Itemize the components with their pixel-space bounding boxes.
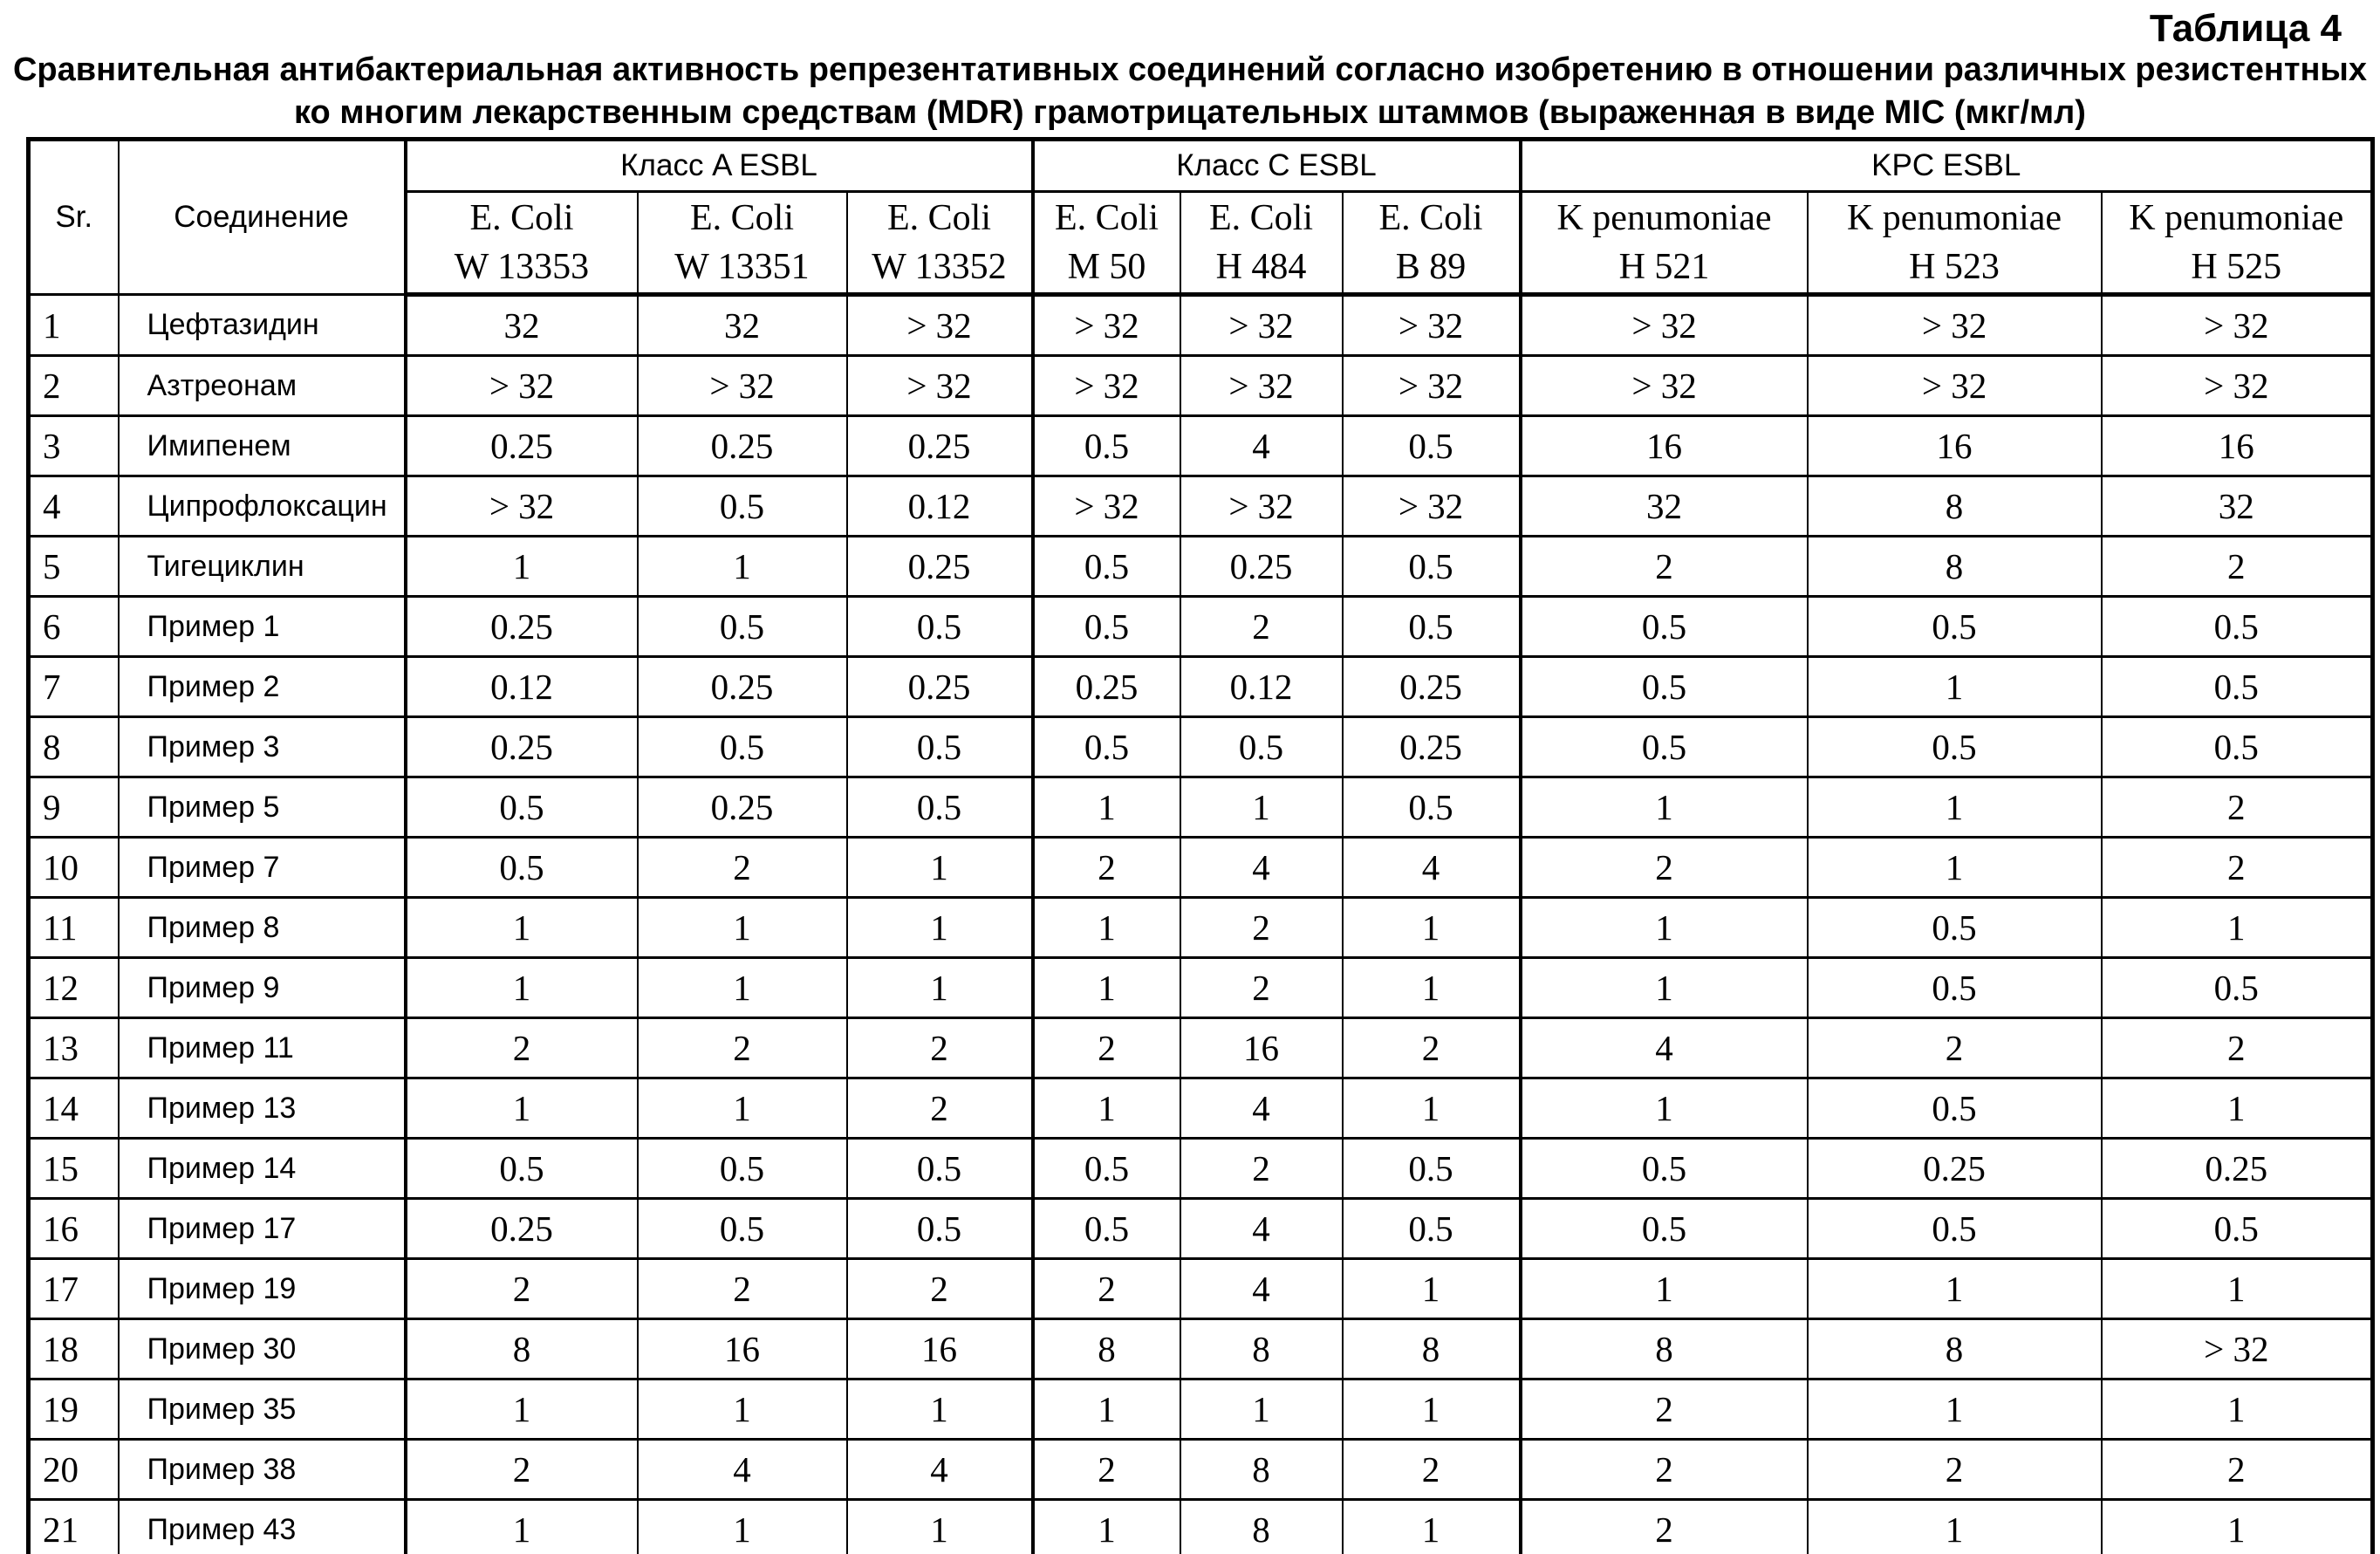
table-row (29, 717, 2373, 777)
mic-value: 2 (1521, 537, 1808, 597)
mic-value: > 32 (2102, 356, 2373, 416)
mic-value: 2 (847, 1078, 1033, 1139)
mic-value: 1 (1521, 1078, 1808, 1139)
mic-value: 1 (1808, 777, 2102, 838)
mic-value: 16 (1521, 416, 1808, 476)
mic-value: 1 (1808, 1379, 2102, 1440)
table-row (29, 1259, 2373, 1319)
mic-value: 32 (1521, 476, 1808, 537)
mic-value: 8 (1808, 1319, 2102, 1379)
mic-value: 0.5 (406, 1139, 638, 1199)
mic-value: 1 (638, 1500, 847, 1554)
row-number: 1 (29, 295, 119, 356)
mic-value: 2 (638, 838, 847, 898)
mic-value: 4 (1180, 1259, 1343, 1319)
mic-value: > 32 (847, 356, 1033, 416)
mic-value: 1 (1343, 898, 1521, 958)
compound-name: Пример 11 (119, 1018, 406, 1078)
mic-value: 2 (1808, 1440, 2102, 1500)
mic-value: 1 (1808, 657, 2102, 717)
mic-value: 1 (406, 537, 638, 597)
mic-value: > 32 (1033, 295, 1180, 356)
mic-value: 2 (1521, 1379, 1808, 1440)
mic-value: 1 (1033, 777, 1180, 838)
compound-name: Пример 38 (119, 1440, 406, 1500)
mic-value: 0.5 (1033, 717, 1180, 777)
mic-value: 2 (1033, 838, 1180, 898)
mic-value: > 32 (1343, 295, 1521, 356)
mic-value: 0.5 (1180, 717, 1343, 777)
row-number: 21 (29, 1500, 119, 1554)
table-row (29, 1018, 2373, 1078)
row-number: 13 (29, 1018, 119, 1078)
mic-value: 2 (406, 1259, 638, 1319)
compound-name: Имипенем (119, 416, 406, 476)
group-header-kpc-esbl: KPC ESBL (1521, 140, 2373, 192)
mic-value: 1 (1033, 1500, 1180, 1554)
mic-value: 1 (1343, 958, 1521, 1018)
mic-value: 1 (847, 898, 1033, 958)
mic-value: 1 (847, 1500, 1033, 1554)
table-row (29, 1078, 2373, 1139)
mic-value: 4 (1180, 1199, 1343, 1259)
mic-value: 32 (2102, 476, 2373, 537)
mic-value: 4 (847, 1440, 1033, 1500)
compound-name: Пример 9 (119, 958, 406, 1018)
mic-value: 8 (406, 1319, 638, 1379)
mic-value: > 32 (1521, 295, 1808, 356)
strain-species: E. Coli (469, 198, 574, 238)
mic-value: 0.25 (2102, 1139, 2373, 1199)
strain-header-m-50 (1033, 192, 1180, 295)
mic-value: 0.12 (406, 657, 638, 717)
strain-header-b-89 (1343, 192, 1521, 295)
mic-value: 1 (406, 1379, 638, 1440)
compound-name: Пример 13 (119, 1078, 406, 1139)
mic-value: 8 (1343, 1319, 1521, 1379)
mic-value: 0.25 (847, 416, 1033, 476)
row-number: 8 (29, 717, 119, 777)
table-row (29, 1379, 2373, 1440)
row-number: 4 (29, 476, 119, 537)
mic-value: 0.5 (1033, 537, 1180, 597)
mic-value: 16 (1808, 416, 2102, 476)
mic-value: 0.5 (638, 476, 847, 537)
mic-value: 1 (2102, 1500, 2373, 1554)
mic-value: 8 (1808, 476, 2102, 537)
strain-header-h-521 (1521, 192, 1808, 295)
mic-value: 0.5 (406, 838, 638, 898)
mic-value: 0.5 (1808, 597, 2102, 657)
group-header-class-c-esbl: Класс C ESBL (1033, 140, 1521, 192)
mic-value: > 32 (1808, 295, 2102, 356)
compound-name: Азтреонам (119, 356, 406, 416)
table-row (29, 898, 2373, 958)
mic-value: 1 (638, 958, 847, 1018)
mic-value: 0.5 (1033, 597, 1180, 657)
mic-value: 1 (2102, 1078, 2373, 1139)
strain-code: H 521 (1618, 247, 1710, 287)
group-header-row (29, 140, 2373, 192)
mic-value: > 32 (1521, 356, 1808, 416)
row-number: 18 (29, 1319, 119, 1379)
mic-value: 2 (2102, 838, 2373, 898)
mic-value: 8 (1180, 1440, 1343, 1500)
mic-value: 1 (1180, 777, 1343, 838)
strain-species: E. Coli (1208, 198, 1313, 238)
mic-value: 0.25 (406, 597, 638, 657)
strain-code: H 525 (2191, 247, 2282, 287)
mic-value: 1 (638, 898, 847, 958)
strain-code: W 13353 (454, 247, 590, 287)
mic-value: 1 (638, 1078, 847, 1139)
mic-value: 1 (1033, 1379, 1180, 1440)
mic-value: 2 (1521, 1500, 1808, 1554)
mic-value: 0.5 (2102, 958, 2373, 1018)
mic-value: 0.12 (1180, 657, 1343, 717)
table-row (29, 958, 2373, 1018)
mic-value: > 32 (847, 295, 1033, 356)
mic-value: 2 (1180, 898, 1343, 958)
strain-header-h-525 (2102, 192, 2373, 295)
mic-value: 1 (1033, 1078, 1180, 1139)
mic-value: 0.25 (1343, 717, 1521, 777)
mic-value: 1 (1343, 1379, 1521, 1440)
mic-value: 4 (1180, 1078, 1343, 1139)
strain-header-w-13351 (638, 192, 847, 295)
row-number: 10 (29, 838, 119, 898)
table-title (0, 49, 2380, 134)
mic-value: > 32 (2102, 295, 2373, 356)
mic-value: 16 (847, 1319, 1033, 1379)
mic-value: 0.5 (1808, 1199, 2102, 1259)
strain-species: K penumoniae (1846, 198, 2062, 238)
mic-value: 0.5 (1521, 1139, 1808, 1199)
mic-value: 0.5 (1343, 1139, 1521, 1199)
strain-code: B 89 (1395, 247, 1467, 287)
table-row (29, 537, 2373, 597)
strain-code: H 484 (1215, 247, 1307, 287)
compound-name: Пример 17 (119, 1199, 406, 1259)
row-number: 7 (29, 657, 119, 717)
mic-value: 8 (1180, 1500, 1343, 1554)
mic-value: 8 (1033, 1319, 1180, 1379)
mic-value: 0.5 (1521, 657, 1808, 717)
table-row (29, 1500, 2373, 1554)
mic-value: 2 (2102, 537, 2373, 597)
compound-name: Пример 2 (119, 657, 406, 717)
mic-value: 0.5 (847, 777, 1033, 838)
compound-name: Ципрофлоксацин (119, 476, 406, 537)
mic-value: 1 (638, 1379, 847, 1440)
compound-name: Пример 7 (119, 838, 406, 898)
mic-value: 1 (406, 1500, 638, 1554)
mic-value: 1 (1343, 1500, 1521, 1554)
compound-name: Тигециклин (119, 537, 406, 597)
mic-value: 0.5 (1343, 597, 1521, 657)
mic-value: 1 (1521, 1259, 1808, 1319)
mic-value: 0.5 (847, 597, 1033, 657)
mic-value: 4 (1343, 838, 1521, 898)
mic-value: 0.5 (1521, 1199, 1808, 1259)
row-number: 9 (29, 777, 119, 838)
mic-value: 0.25 (847, 657, 1033, 717)
mic-value: 0.25 (638, 657, 847, 717)
mic-value: 1 (847, 838, 1033, 898)
mic-value: 0.5 (1521, 597, 1808, 657)
table-row (29, 356, 2373, 416)
mic-value: 1 (406, 898, 638, 958)
mic-value: 0.5 (1808, 898, 2102, 958)
mic-value: 0.5 (847, 1199, 1033, 1259)
mic-value: 0.25 (847, 537, 1033, 597)
mic-value: 2 (1521, 838, 1808, 898)
mic-value: 2 (847, 1018, 1033, 1078)
compound-name: Пример 30 (119, 1319, 406, 1379)
mic-value: 1 (1033, 898, 1180, 958)
mic-value: 1 (406, 1078, 638, 1139)
row-number: 14 (29, 1078, 119, 1139)
mic-value: 1 (1521, 958, 1808, 1018)
mic-value: 1 (406, 958, 638, 1018)
group-header-class-a-esbl: Класс A ESBL (406, 140, 1033, 192)
mic-value: > 32 (1343, 476, 1521, 537)
mic-value: 8 (1808, 537, 2102, 597)
mic-value: 2 (1521, 1440, 1808, 1500)
mic-value: 2 (1033, 1018, 1180, 1078)
mic-value: > 32 (1033, 356, 1180, 416)
mic-value: 0.5 (1343, 416, 1521, 476)
strain-code: W 13351 (674, 247, 810, 287)
mic-value: 0.5 (2102, 657, 2373, 717)
strain-species: E. Coli (1054, 198, 1159, 238)
mic-value: > 32 (1180, 476, 1343, 537)
compound-name: Пример 14 (119, 1139, 406, 1199)
mic-value: 1 (1521, 777, 1808, 838)
mic-value: 0.5 (1521, 717, 1808, 777)
mic-value: > 32 (1343, 356, 1521, 416)
mic-value: 1 (1343, 1078, 1521, 1139)
mic-value: > 32 (1180, 356, 1343, 416)
compound-name: Пример 5 (119, 777, 406, 838)
mic-value: 0.25 (1808, 1139, 2102, 1199)
table-row (29, 597, 2373, 657)
mic-value: 2 (638, 1018, 847, 1078)
mic-value: 1 (847, 958, 1033, 1018)
strain-code: M 50 (1067, 247, 1146, 287)
mic-value: 0.5 (2102, 1199, 2373, 1259)
mic-value: 2 (1033, 1440, 1180, 1500)
mic-value: 2 (406, 1440, 638, 1500)
mic-value: 8 (1180, 1319, 1343, 1379)
mic-value: 1 (1343, 1259, 1521, 1319)
compound-name: Пример 35 (119, 1379, 406, 1440)
mic-value: 0.5 (1808, 717, 2102, 777)
title-line-1: Сравнительная антибактериальная активность репрезентативных соединений согласно изобретению в отношении различных резистентных (12, 51, 2368, 88)
mic-value: 1 (1180, 1379, 1343, 1440)
mic-value: 1 (1808, 1500, 2102, 1554)
mic-value: 0.25 (406, 416, 638, 476)
row-number: 5 (29, 537, 119, 597)
mic-value: 8 (1521, 1319, 1808, 1379)
mic-value: > 32 (406, 476, 638, 537)
mic-value: 0.5 (847, 717, 1033, 777)
mic-value: 4 (638, 1440, 847, 1500)
table-row (29, 416, 2373, 476)
mic-value: 2 (1180, 597, 1343, 657)
mic-value: 1 (1033, 958, 1180, 1018)
mic-value: 0.5 (1033, 416, 1180, 476)
mic-value: 2 (2102, 777, 2373, 838)
strain-code: W 13352 (872, 247, 1007, 287)
compound-name: Цефтазидин (119, 295, 406, 356)
row-number: 3 (29, 416, 119, 476)
compound-name: Пример 8 (119, 898, 406, 958)
table-row (29, 838, 2373, 898)
table-row (29, 1440, 2373, 1500)
mic-value: 2 (847, 1259, 1033, 1319)
row-number: 16 (29, 1199, 119, 1259)
table-number-label: Таблица 4 (2149, 7, 2342, 50)
mic-value: 16 (638, 1319, 847, 1379)
row-number: 6 (29, 597, 119, 657)
mic-value: > 32 (1180, 295, 1343, 356)
mic-value: 1 (1521, 898, 1808, 958)
mic-value: 1 (847, 1379, 1033, 1440)
mic-value: 0.25 (638, 777, 847, 838)
mic-value: 0.5 (638, 717, 847, 777)
strain-species: K penumoniae (2129, 198, 2344, 238)
strain-header-h-484 (1180, 192, 1343, 295)
mic-value: > 32 (1033, 476, 1180, 537)
row-number: 15 (29, 1139, 119, 1199)
title-line-2: ко многим лекарственным средствам (MDR) грамотрицательных штаммов (выраженная в виде MIC (мкг/мл) (294, 94, 2086, 131)
mic-value: 4 (1180, 838, 1343, 898)
col-header-compound: Соединение (119, 140, 406, 295)
mic-value: 1 (1808, 838, 2102, 898)
table-row (29, 777, 2373, 838)
mic-value: 1 (2102, 1379, 2373, 1440)
mic-value: 0.25 (406, 717, 638, 777)
mic-value: > 32 (2102, 1319, 2373, 1379)
mic-value: 2 (1343, 1018, 1521, 1078)
compound-name: Пример 1 (119, 597, 406, 657)
mic-value: 0.25 (1343, 657, 1521, 717)
mic-value: 16 (2102, 416, 2373, 476)
mic-value: 0.25 (406, 1199, 638, 1259)
mic-value: 0.12 (847, 476, 1033, 537)
mic-value: 2 (638, 1259, 847, 1319)
row-number: 20 (29, 1440, 119, 1500)
table-row (29, 1319, 2373, 1379)
table-row (29, 1139, 2373, 1199)
strain-species: K penumoniae (1556, 198, 1772, 238)
mic-value: 0.5 (2102, 717, 2373, 777)
mic-value: 2 (406, 1018, 638, 1078)
mic-value: 1 (638, 537, 847, 597)
row-number: 17 (29, 1259, 119, 1319)
strain-header-h-523 (1808, 192, 2102, 295)
strain-species: E. Coli (689, 198, 794, 238)
table-row (29, 657, 2373, 717)
mic-value: > 32 (406, 356, 638, 416)
mic-value: 1 (2102, 898, 2373, 958)
mic-value: 4 (1521, 1018, 1808, 1078)
row-number: 19 (29, 1379, 119, 1440)
mic-value: 2 (2102, 1440, 2373, 1500)
mic-value: > 32 (638, 356, 847, 416)
mic-value: 2 (1180, 958, 1343, 1018)
strain-species: E. Coli (886, 198, 991, 238)
mic-value: 0.5 (406, 777, 638, 838)
mic-value: > 32 (1808, 356, 2102, 416)
col-header-sr: Sr. (29, 140, 119, 295)
mic-value: 2 (2102, 1018, 2373, 1078)
mic-value: 0.5 (1808, 1078, 2102, 1139)
mic-value: 32 (638, 295, 847, 356)
row-number: 11 (29, 898, 119, 958)
mic-value: 1 (1808, 1259, 2102, 1319)
compound-name: Пример 3 (119, 717, 406, 777)
mic-value: 2 (1180, 1139, 1343, 1199)
mic-table (26, 137, 2375, 1554)
mic-value: 1 (2102, 1259, 2373, 1319)
row-number: 12 (29, 958, 119, 1018)
mic-value: 2 (1343, 1440, 1521, 1500)
mic-value: 0.25 (1180, 537, 1343, 597)
mic-value: 0.25 (1033, 657, 1180, 717)
strain-header-w-13353 (406, 192, 638, 295)
row-number: 2 (29, 356, 119, 416)
mic-value: 0.25 (638, 416, 847, 476)
table-row (29, 1199, 2373, 1259)
mic-value: 0.5 (1033, 1139, 1180, 1199)
table-row (29, 476, 2373, 537)
strain-species: E. Coli (1378, 198, 1483, 238)
mic-value: 0.5 (1343, 537, 1521, 597)
mic-value: 4 (1180, 416, 1343, 476)
table-row (29, 295, 2373, 356)
mic-value: 0.5 (1343, 1199, 1521, 1259)
mic-value: 0.5 (1343, 777, 1521, 838)
mic-value: 0.5 (638, 1139, 847, 1199)
strain-header-w-13352 (847, 192, 1033, 295)
mic-value: 0.5 (638, 1199, 847, 1259)
mic-value: 2 (1808, 1018, 2102, 1078)
strain-code: H 523 (1909, 247, 2000, 287)
mic-value: 0.5 (2102, 597, 2373, 657)
mic-value: 16 (1180, 1018, 1343, 1078)
mic-value: 2 (1033, 1259, 1180, 1319)
mic-value: 0.5 (1808, 958, 2102, 1018)
compound-name: Пример 19 (119, 1259, 406, 1319)
mic-value: 0.5 (1033, 1199, 1180, 1259)
mic-value: 0.5 (847, 1139, 1033, 1199)
mic-value: 32 (406, 295, 638, 356)
mic-value: 0.5 (638, 597, 847, 657)
compound-name: Пример 43 (119, 1500, 406, 1554)
